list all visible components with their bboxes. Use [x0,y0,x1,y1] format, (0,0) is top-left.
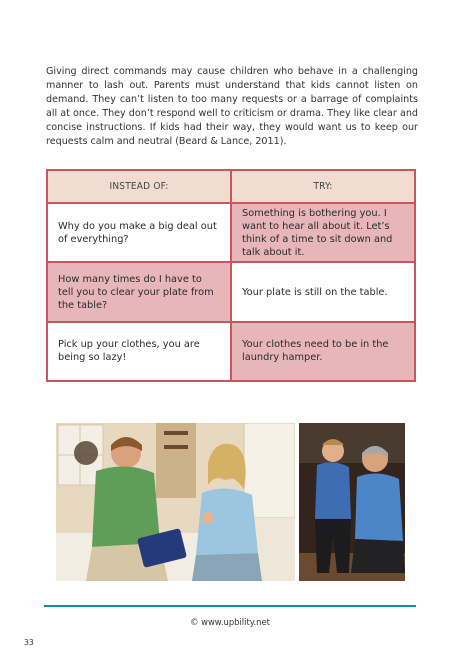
table-row [47,203,415,262]
instead-cell: Why do you make a big deal out of everything? [47,203,231,262]
try-cell: Something is bothering you. I want to hear all about it. Let’s think of a time to sit down and talk about it. [231,203,415,262]
photo-boy-and-mother-illustration [56,423,295,581]
footer-website: © www.upbility.net [190,617,270,627]
instead-cell: How many times do I have to tell you to clear your plate from the table? [47,262,231,321]
header-try: TRY: [231,170,415,203]
photo-boy-and-mother [56,423,295,581]
footer-rule [44,605,416,607]
header-instead-of: INSTEAD OF: [47,170,231,203]
photo-father-and-son [299,423,405,581]
intro-paragraph: Giving direct commands may cause children who behave in a challenging manner to lash out. Parents must understand that kids cannot listen on demand. They can’t listen to too many requests or a barrage of complaints all at once. They don’t respond well to criticism or drama. They like clear and concise instructions. If kids had their way, they would want us to keep our requests calm and neutral (Beard & Lance, 2011). [46,65,418,147]
photo-father-and-son-illustration [299,423,405,581]
table-row [47,262,415,321]
page-number: 33 [24,638,34,647]
try-cell: Your clothes need to be in the laundry hamper. [231,322,415,381]
table-header-row [47,170,415,203]
table-row [47,322,415,381]
comparison-table [46,169,416,382]
instead-cell: Pick up your clothes, you are being so lazy! [47,322,231,381]
try-cell: Your plate is still on the table. [231,262,415,321]
